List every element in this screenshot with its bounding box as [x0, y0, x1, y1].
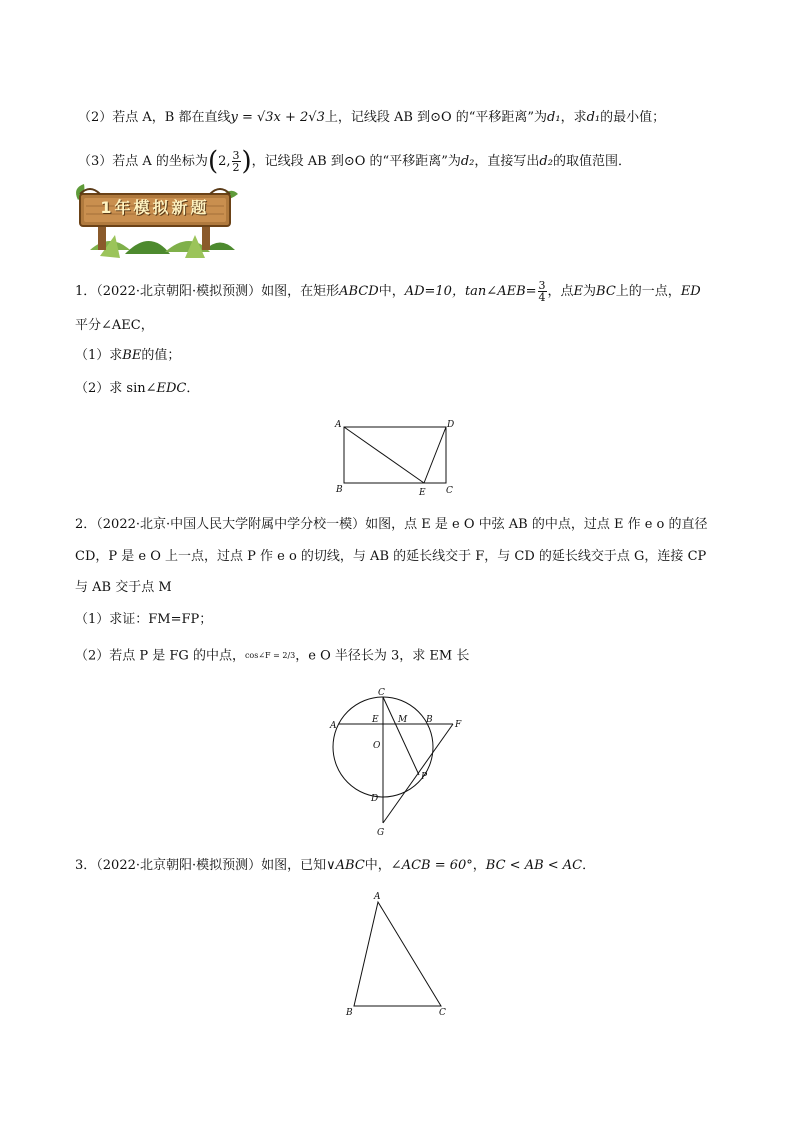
q3-fraction: $\frac{3}{2}$ — [232, 149, 240, 174]
p1-figure — [330, 415, 465, 497]
p2-sub2: （2）若点 P 是 FG 的中点，cos∠F = 2/3，e O 半径长为 3，求 EM 长 — [75, 648, 470, 664]
label-a: A — [374, 892, 381, 902]
p3-inequality: BC < AB < AC — [485, 858, 583, 873]
q3-prefix: （3）若点 A 的坐标为 — [78, 154, 208, 169]
label-c: C — [378, 688, 385, 698]
p3-triangle: ∨ABC — [326, 858, 365, 873]
p1-sub2: （2）求 sin∠EDC． — [75, 381, 200, 396]
p1-sub1: （1）求BE的值； — [75, 348, 181, 363]
tangent-fg — [383, 724, 453, 823]
label-e: E — [372, 715, 379, 725]
question-2-line — [78, 110, 665, 126]
p3-figure — [340, 888, 455, 1020]
segment-ae — [344, 427, 424, 483]
p1-point-e: E — [573, 284, 584, 299]
section-banner — [70, 180, 240, 260]
label-e: E — [419, 488, 426, 497]
q2-suffix: 上，记线段 AB 到⊙O 的“平移距离”为 — [324, 110, 548, 125]
p3-line1: 3．（2022·北京朝阳·模拟预测）如图，已知∨ABC中，∠ACB = 60°，BC < AB < AC． — [75, 858, 596, 873]
label-o: O — [373, 741, 381, 751]
p2-sub1: （1）求证：FM=FP； — [75, 612, 213, 627]
segment-cp — [383, 697, 419, 775]
rectangle-abcd — [344, 427, 446, 483]
label-f: F — [455, 720, 462, 730]
q2-prefix: （2）若点 A，B 都在直线 — [78, 110, 231, 125]
segment-de — [424, 427, 446, 483]
label-p: P — [421, 772, 428, 782]
p2-line1: 2．（2022·北京·中国人民大学附属中学分校一模）如图，点 E 是 e O 中弦 AB 的中点，过点 E 作 e o 的直径 — [75, 517, 708, 532]
p1-text: 中， — [378, 284, 405, 299]
p2-cos-value: cos∠F = 2/3 — [244, 651, 296, 660]
p1-line1 — [75, 280, 701, 303]
p2-line2: CD，P 是 e O 上一点，过点 P 作 e o 的切线，与 AB 的延长线交于 F，与 CD 的延长线交于点 G，连接 CP — [75, 549, 707, 564]
question-3-line: （3）若点 A 的坐标为(2, $\frac{3}{2}$ )，记线段 AB 到⊙O 的“平移距离”为d₂，直接写出d₂的取值范围． — [78, 146, 631, 177]
p3-angle: ∠ACB = 60° — [390, 858, 473, 873]
wooden-sign-icon — [70, 180, 240, 260]
q3-var2: d₂ — [539, 154, 553, 169]
p2-figure — [325, 685, 465, 843]
label-b: B — [346, 1008, 353, 1018]
p1-ed: ED — [680, 284, 701, 299]
label-d: D — [371, 794, 379, 804]
p1-fraction: $\frac{3}{4}$ — [538, 279, 546, 304]
q3-suffix: ，记线段 AB 到⊙O 的“平移距离”为 — [251, 154, 461, 169]
p1-given: AD=10，tan∠AEB= — [404, 284, 537, 299]
q3-suffix2: ，直接写出 — [474, 154, 540, 169]
p1-rect-name: ABCD — [339, 284, 379, 299]
p1-text4: 上的一点， — [615, 284, 681, 299]
p1-text3: 为 — [583, 284, 597, 299]
p1-intro: 1．（2022·北京朝阳·模拟预测）如图，在矩形 — [75, 284, 340, 299]
label-d: D — [447, 420, 455, 430]
label-a: A — [330, 721, 337, 731]
label-a: A — [335, 420, 342, 430]
p1-side-bc: BC — [596, 284, 616, 299]
label-c: C — [439, 1008, 446, 1018]
q3-suffix3: 的取值范围． — [552, 154, 631, 169]
label-m: M — [398, 715, 408, 725]
label-b: B — [426, 715, 433, 725]
triangle-abc — [354, 902, 441, 1006]
q3-var: d₂ — [460, 154, 475, 169]
label-c: C — [446, 486, 453, 496]
q3-coord-a: 2, — [218, 154, 231, 169]
p1-text2: ，点 — [547, 284, 574, 299]
label-g: G — [377, 828, 385, 838]
p1-line2: 平分∠AEC， — [75, 318, 154, 333]
q2-suffix2: ，求 — [560, 110, 587, 125]
q2-equation: y = √3x + 2√3 — [230, 110, 325, 125]
q2-suffix3: 的最小值； — [600, 110, 666, 125]
q2-var2: d₁ — [586, 110, 601, 125]
banner-text: 1年模拟新题 — [100, 198, 210, 217]
p2-line3: 与 AB 交于点 M — [75, 580, 172, 595]
label-b: B — [336, 485, 343, 495]
q2-var: d₁ — [547, 110, 561, 125]
